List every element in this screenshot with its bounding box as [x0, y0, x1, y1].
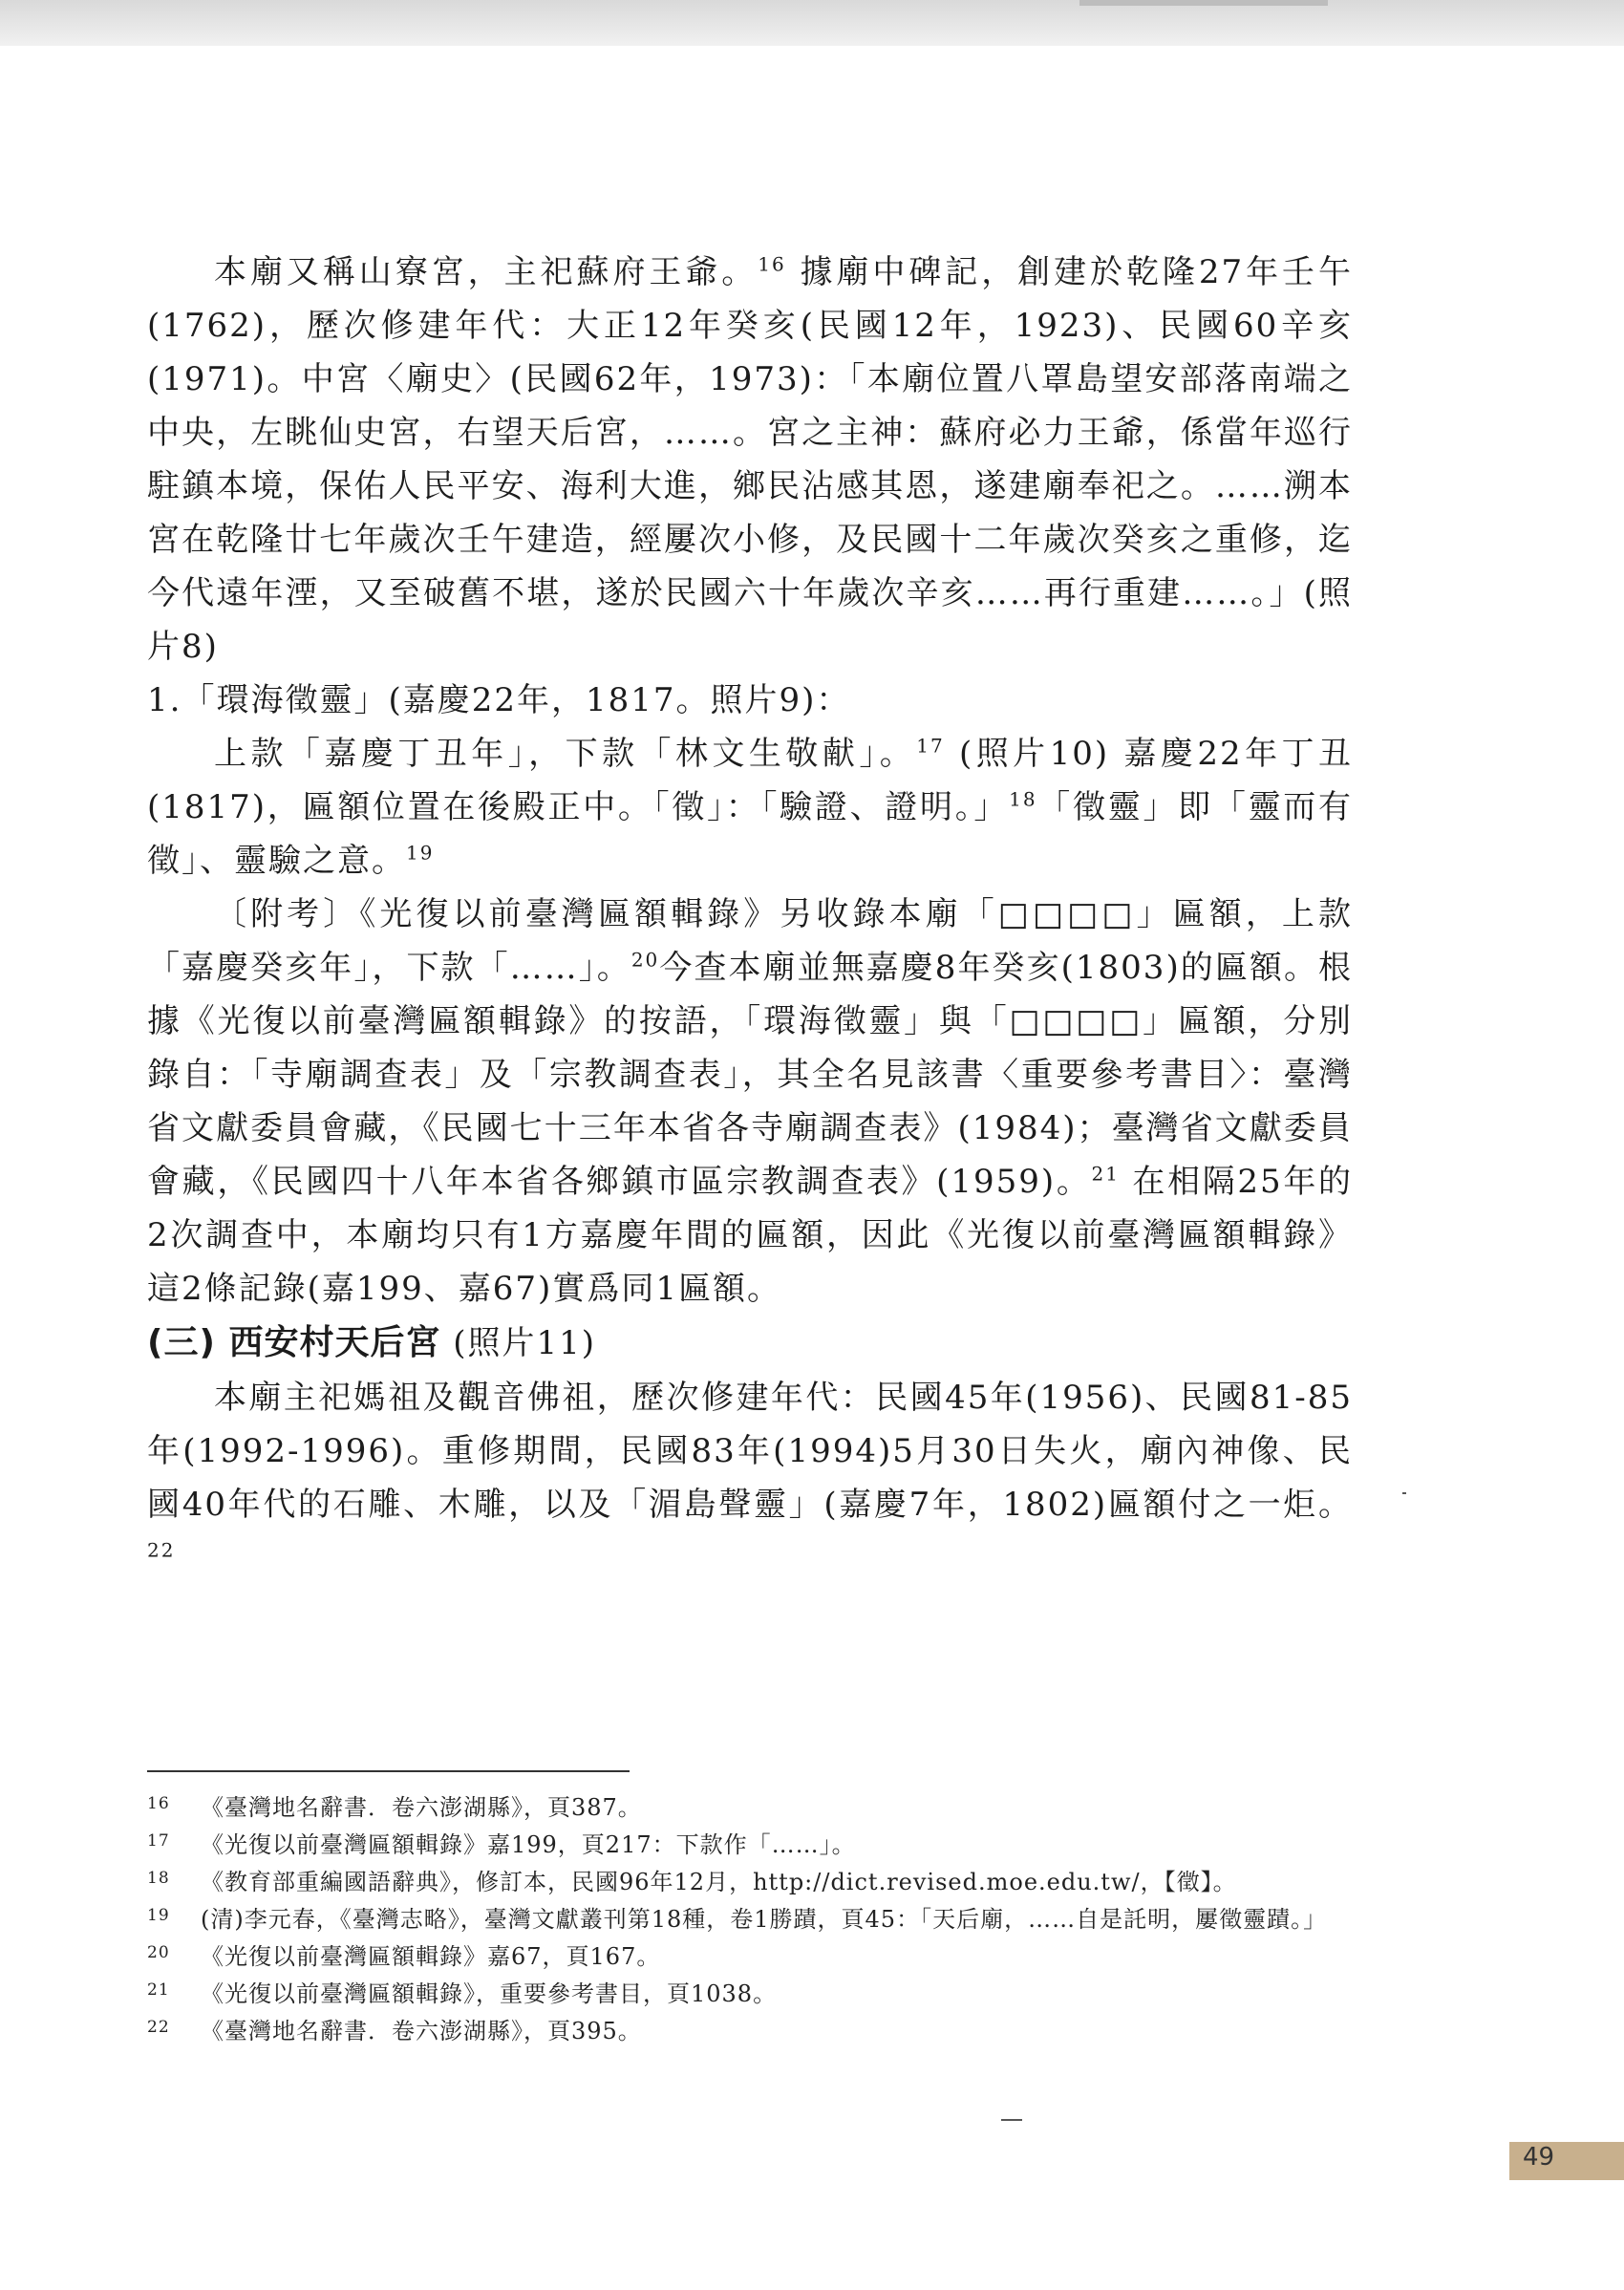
scan-speck: [1001, 2119, 1022, 2121]
footnote-text: (清)李元春，《臺灣志略》，臺灣文獻叢刊第18種，卷1勝蹟，頁45：「天后廟，……自是託明，屢徵靈蹟。」: [201, 1906, 1328, 1933]
footnote-number: 22: [147, 2018, 170, 2037]
footnote-item: [147, 1789, 1353, 1827]
footnote-text: 《光復以前臺灣匾額輯錄》嘉67，頁167。: [201, 1943, 661, 1970]
footnote-number: 17: [147, 1831, 170, 1851]
paragraph-tianhou-temple: [147, 1371, 1353, 1585]
scan-speck: [1402, 1492, 1406, 1494]
paragraph-temple-history: [147, 246, 1353, 674]
footnote-text: 《光復以前臺灣匾額輯錄》，重要參考書目，頁1038。: [201, 1980, 778, 2007]
text-span: 在相隔25年的2次調查中，本廟均只有1方嘉慶年間的匾額，因此《光復以前臺灣匾額輯錄》這2條記錄(嘉199、嘉67)實爲同1匾額。: [147, 1163, 1353, 1308]
footnote-item: [147, 1864, 1353, 1901]
plaque-item-heading: 1.「環海徵靈」(嘉慶22年，1817。照片9)：: [147, 681, 851, 719]
footnote-item: [147, 1976, 1353, 2013]
footnote-text: 《光復以前臺灣匾額輯錄》嘉199，頁217：下款作「……」。: [201, 1831, 856, 1858]
footnote-number: 18: [147, 1869, 170, 1888]
footnote-number: 20: [147, 1943, 170, 1962]
paragraph-plaque-description: [147, 727, 1353, 888]
text-span: 上款「嘉慶丁丑年」，下款「林文生敬献」。: [214, 735, 917, 773]
text-span: 今查本廟並無嘉慶8年癸亥(1803)的匾額。根據《光復以前臺灣匾額輯錄》的按語，「環海徵靈」與「□□□□」匾額，分別錄自：「寺廟調查表」及「宗教調查表」，其全名見該書〈重要參考書目〉：臺灣省文獻委員會藏，《民國七十三年本省各寺廟調查表》(1984)；臺灣省文獻委員會藏，《民國四十八年本省各鄉鎮市區宗教調查表》(1959)。: [147, 949, 1353, 1201]
footnote-number: 16: [147, 1794, 170, 1813]
footnote-ref-19[interactable]: 19: [406, 841, 435, 865]
footnote-ref-18[interactable]: 18: [1009, 787, 1037, 811]
text-span: 據廟中碑記，創建於乾隆27年壬午(1762)，歷次修建年代：大正12年癸亥(民國12年，1923)、民國60辛亥(1971)。中宮〈廟史〉(民國62年，1973)：「本廟位置八罩島望安部落南端之中央，左眺仙史宮，右望天后宮，……。宮之主神：蘇府必力王爺，係當年巡行駐鎮本境，保佑人民平安、海利大進，鄉民沾感其恩，遂建廟奉祀之。……溯本宮在乾隆廿七年歲次壬午建造，經屢次小修，及民國十二年歲次癸亥之重修，迄今代遠年湮，又至破舊不堪，遂於民國六十年歲次辛亥……再行重建……。」(照片8): [147, 253, 1353, 666]
footnotes-list: [147, 1789, 1353, 2050]
page-top-band: [0, 0, 1624, 46]
section-heading: [147, 1316, 1353, 1371]
text-span: (照片10) 嘉慶22年丁丑(1817)，匾額位置在後殿正中。「徵」：「驗證、證明。」: [147, 735, 1353, 826]
main-body-text: [147, 246, 1353, 1585]
section-title: (三) 西安村天后宮: [147, 1323, 441, 1362]
page-number: 49: [1523, 2143, 1555, 2172]
footnote-ref-17[interactable]: 17: [916, 734, 945, 758]
text-span: 本廟又稱山寮宮，主祀蘇府王爺。: [214, 253, 759, 291]
footnote-ref-20[interactable]: 20: [630, 948, 660, 972]
paragraph-appendix-note: [147, 888, 1353, 1316]
footnote-ref-22[interactable]: 22: [147, 1538, 176, 1562]
text-span: 「徵靈」即「靈而有徵」、靈驗之意。: [147, 788, 1353, 880]
text-span: 本廟主祀媽祖及觀音佛祖，歷次修建年代：民國45年(1956)、民國81-85年(1992-1996)。重修期間，民國83年(1994)5月30日失火，廟內神像、民國40年代的石雕、木雕，以及「湄島聲靈」(嘉慶7年，1802)匾額付之一炬。: [147, 1379, 1353, 1524]
footnote-number: 19: [147, 1906, 170, 1925]
footnote-text: 《臺灣地名辭書．卷六澎湖縣》，頁387。: [201, 1794, 642, 1821]
footnote-ref-21[interactable]: 21: [1091, 1162, 1120, 1186]
footnote-item: [147, 1901, 1353, 1938]
footnote-item: [147, 2013, 1353, 2050]
footnote-text: 《教育部重編國語辭典》，修訂本，民國96年12月，http://dict.revised.moe.edu.tw/，【徵】。: [201, 1869, 1237, 1895]
text-span: 〔附考〕《光復以前臺灣匾額輯錄》另收錄本廟「□□□□」匾額，上款「嘉慶癸亥年」，下款「……」。: [147, 895, 1353, 987]
footnote-item: [147, 1938, 1353, 1976]
footnote-item: [147, 1827, 1353, 1864]
footnote-number: 21: [147, 1980, 170, 2000]
footnote-ref-16[interactable]: 16: [758, 252, 786, 276]
footnote-separator: [147, 1770, 630, 1772]
section-photo-note: (照片11): [440, 1324, 597, 1362]
footnote-text: 《臺灣地名辭書．卷六澎湖縣》，頁395。: [201, 2018, 642, 2044]
